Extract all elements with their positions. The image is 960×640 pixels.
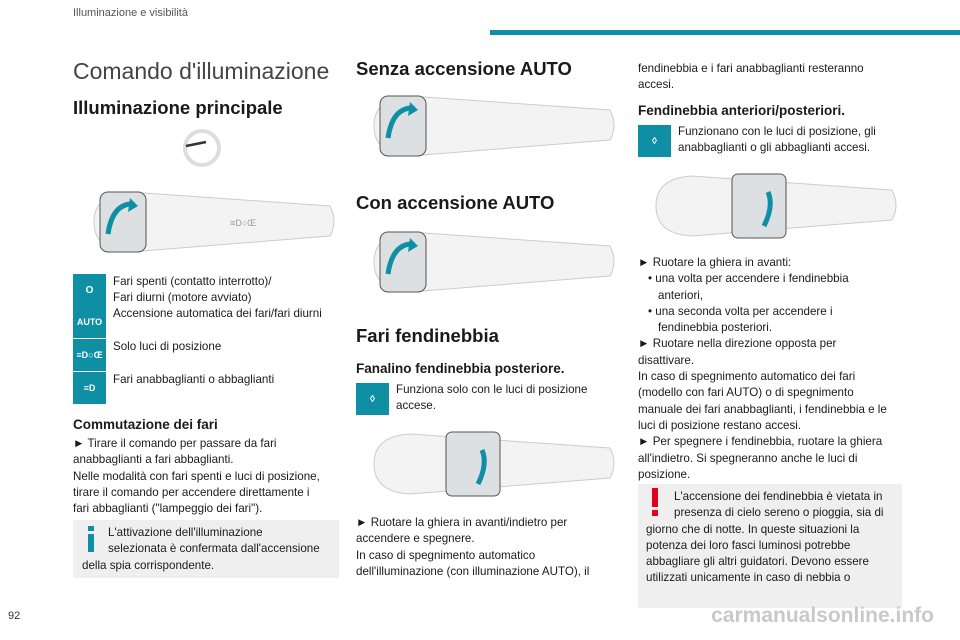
heading-main-lighting: Illuminazione principale xyxy=(73,97,283,118)
heading-front-rear-fog: Fendinebbia anteriori/posteriori. xyxy=(638,103,846,118)
heading-switch: Commutazione dei fari xyxy=(73,417,218,432)
beam-icon: ≡D xyxy=(73,372,106,404)
lighting-stalk-illustration xyxy=(90,186,338,258)
steps-text: ► Ruotare la ghiera in avanti: • una volta per accendere i fendinebbia anteriori, • una seconda volta per accendere i fendinebbia posteriori. ► Ruotare nella direzione opposta per disattivare. In caso di spegnimento automatico dei fari (modello con fari AUTO) o di spegnimento manuale dei fari anabbaglianti, i fendinebbia e le luci di posizione restano accesi. ► Per spegnere i fendinebbia, ruotare la ghiera all'indietro. Si spegneranno anche le luci di posizione. xyxy=(638,256,887,481)
rear-fog-icon: ◊ xyxy=(356,383,389,415)
warning-text: L'accensione dei fendinebbia è vietata in presenza di cielo sereno o pioggia, sia di giorno che di notte. In queste situazioni la potenza dei loro fasci luminosi potrebbe abbagliare gli altri guidatori. Devono essere utilizzati unicamente in caso di nebbia o xyxy=(646,490,884,585)
page-title: Comando d'illuminazione xyxy=(73,58,330,84)
front-rear-text: Funzionano con le luci di posizione, gli anabbaglianti o gli abbaglianti accesi. xyxy=(678,125,876,155)
stalk-rear-fog-illustration xyxy=(370,428,618,500)
front-rear-fog-icon: ◊ xyxy=(638,125,671,157)
svg-text:≡D○Œ: ≡D○Œ xyxy=(230,218,257,228)
stalk-auto-illustration xyxy=(370,226,618,298)
switch-text: ► Tirare il comando per passare da fari anabbaglianti a fari abbaglianti. Nelle modalità con fari spenti e luci di posizione, tirare il comando per accendere direttamente i fari abbaglianti ("lampeggio dei fari"). xyxy=(73,437,320,516)
legend-beam-text: Fari anabbaglianti o abbaglianti xyxy=(113,373,275,386)
legend-off-text1: Fari spenti (contatto interrotto)/ xyxy=(113,275,272,288)
legend-off-text2: Fari diurni (motore avviato) xyxy=(113,291,252,304)
heading-fog: Fari fendinebbia xyxy=(356,325,499,346)
legend-position-text: Solo luci di posizione xyxy=(113,340,222,353)
section-header: Illuminazione e visibilità xyxy=(73,7,188,19)
continued-text: fendinebbia e i fari anabbaglianti resteranno accesi. xyxy=(638,62,864,92)
watermark: carmanualsonline.info xyxy=(711,604,934,627)
heading-rear-fog: Fanalino fendinebbia posteriore. xyxy=(356,361,565,376)
stalk-front-rear-fog-illustration xyxy=(652,170,900,242)
rear-fog-text: Funziona solo con le luci di posizione accese. xyxy=(396,383,588,413)
heading-no-auto: Senza accensione AUTO xyxy=(356,58,572,79)
page-number: 92 xyxy=(8,610,21,622)
heading-auto: Con accensione AUTO xyxy=(356,192,555,213)
steering-wheel-icon xyxy=(180,128,224,168)
stalk-no-auto-illustration xyxy=(370,90,618,162)
info-note-text: L'attivazione dell'illuminazione selezionata è confermata dall'accensione della spia corrispondente. xyxy=(82,526,320,572)
rotate-text: ► Ruotare la ghiera in avanti/indietro per accendere e spegnere. In caso di spegnimento automatico dell'illuminazione (con illuminazione AUTO), il xyxy=(356,516,590,578)
header-accent-bar xyxy=(490,30,960,35)
position-lights-icon: ≡D○Œ xyxy=(73,339,106,371)
off-position-icon: O xyxy=(73,274,106,306)
auto-icon: AUTO xyxy=(73,306,106,338)
legend-auto-text: Accensione automatica dei fari/fari diurni xyxy=(113,307,322,320)
